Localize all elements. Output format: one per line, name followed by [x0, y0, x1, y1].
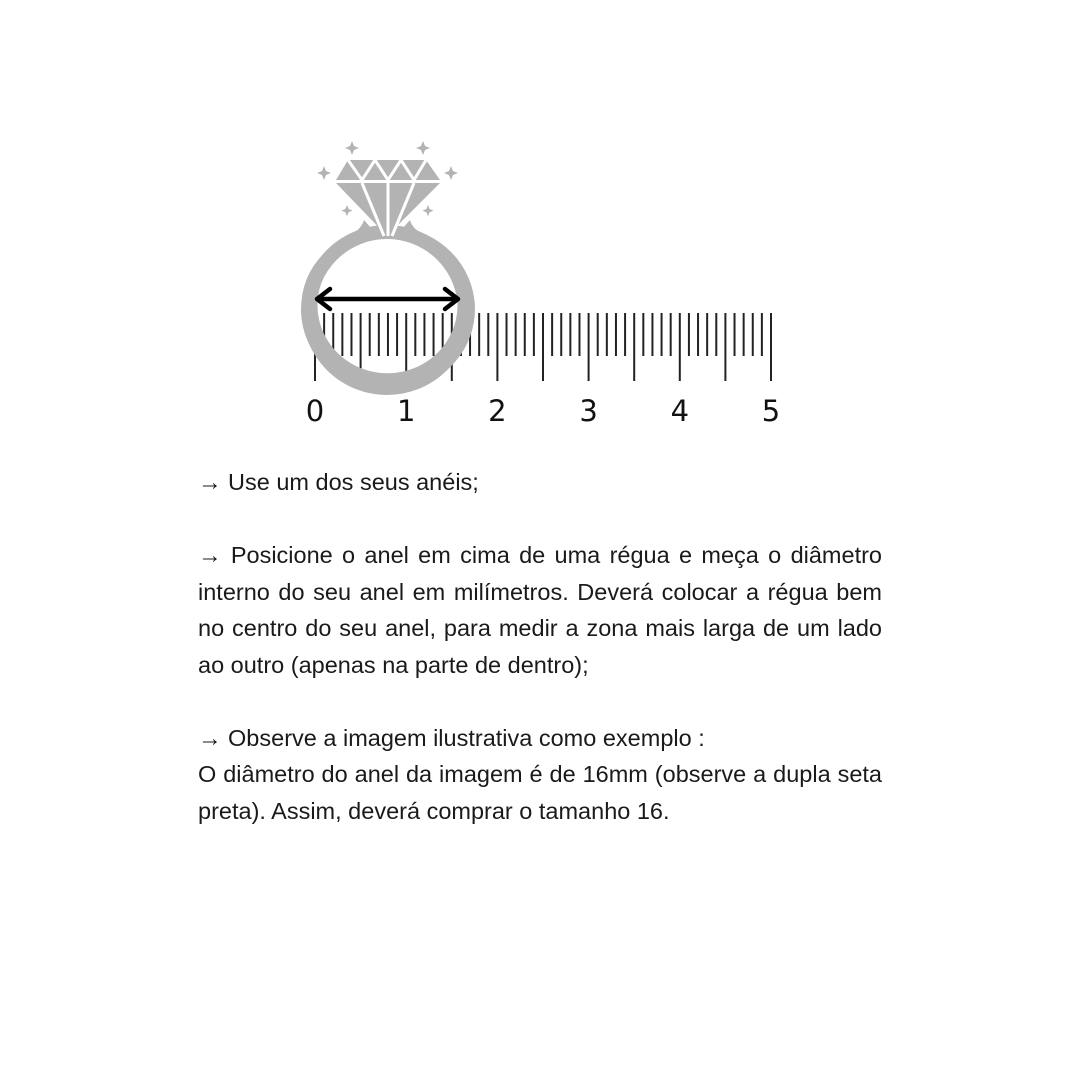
ring-size-illustration — [0, 0, 1080, 440]
ruler-label: 0 — [305, 394, 325, 428]
double-arrow-icon — [317, 289, 458, 309]
ruler-labels — [306, 394, 780, 428]
ruler-label: 5 — [761, 394, 781, 428]
step-measure-diameter: → Posicione o anel em cima de uma régua e meça o diâmetro interno do seu anel em milímetros. Deverá colocar a régua bem no centro do seu anel, para medir a zona mais larga de um lado ao outro (apenas na parte de dentro); — [198, 542, 882, 678]
ruler-label: 4 — [670, 394, 690, 428]
step-observe-example: → Observe a imagem ilustrativa como exemplo : — [198, 724, 705, 751]
ruler — [315, 313, 771, 381]
example-explanation: O diâmetro do anel da imagem é de 16mm (observe a dupla seta preta). Assim, deverá comprar o tamanho 16. — [198, 761, 882, 824]
ruler-label: 3 — [579, 394, 598, 428]
diamond-icon — [336, 160, 440, 236]
instructions — [198, 464, 882, 829]
ruler-label: 2 — [488, 394, 507, 428]
step-use-ring: → Use um dos seus anéis; — [198, 469, 479, 495]
ruler-label: 1 — [396, 394, 416, 428]
